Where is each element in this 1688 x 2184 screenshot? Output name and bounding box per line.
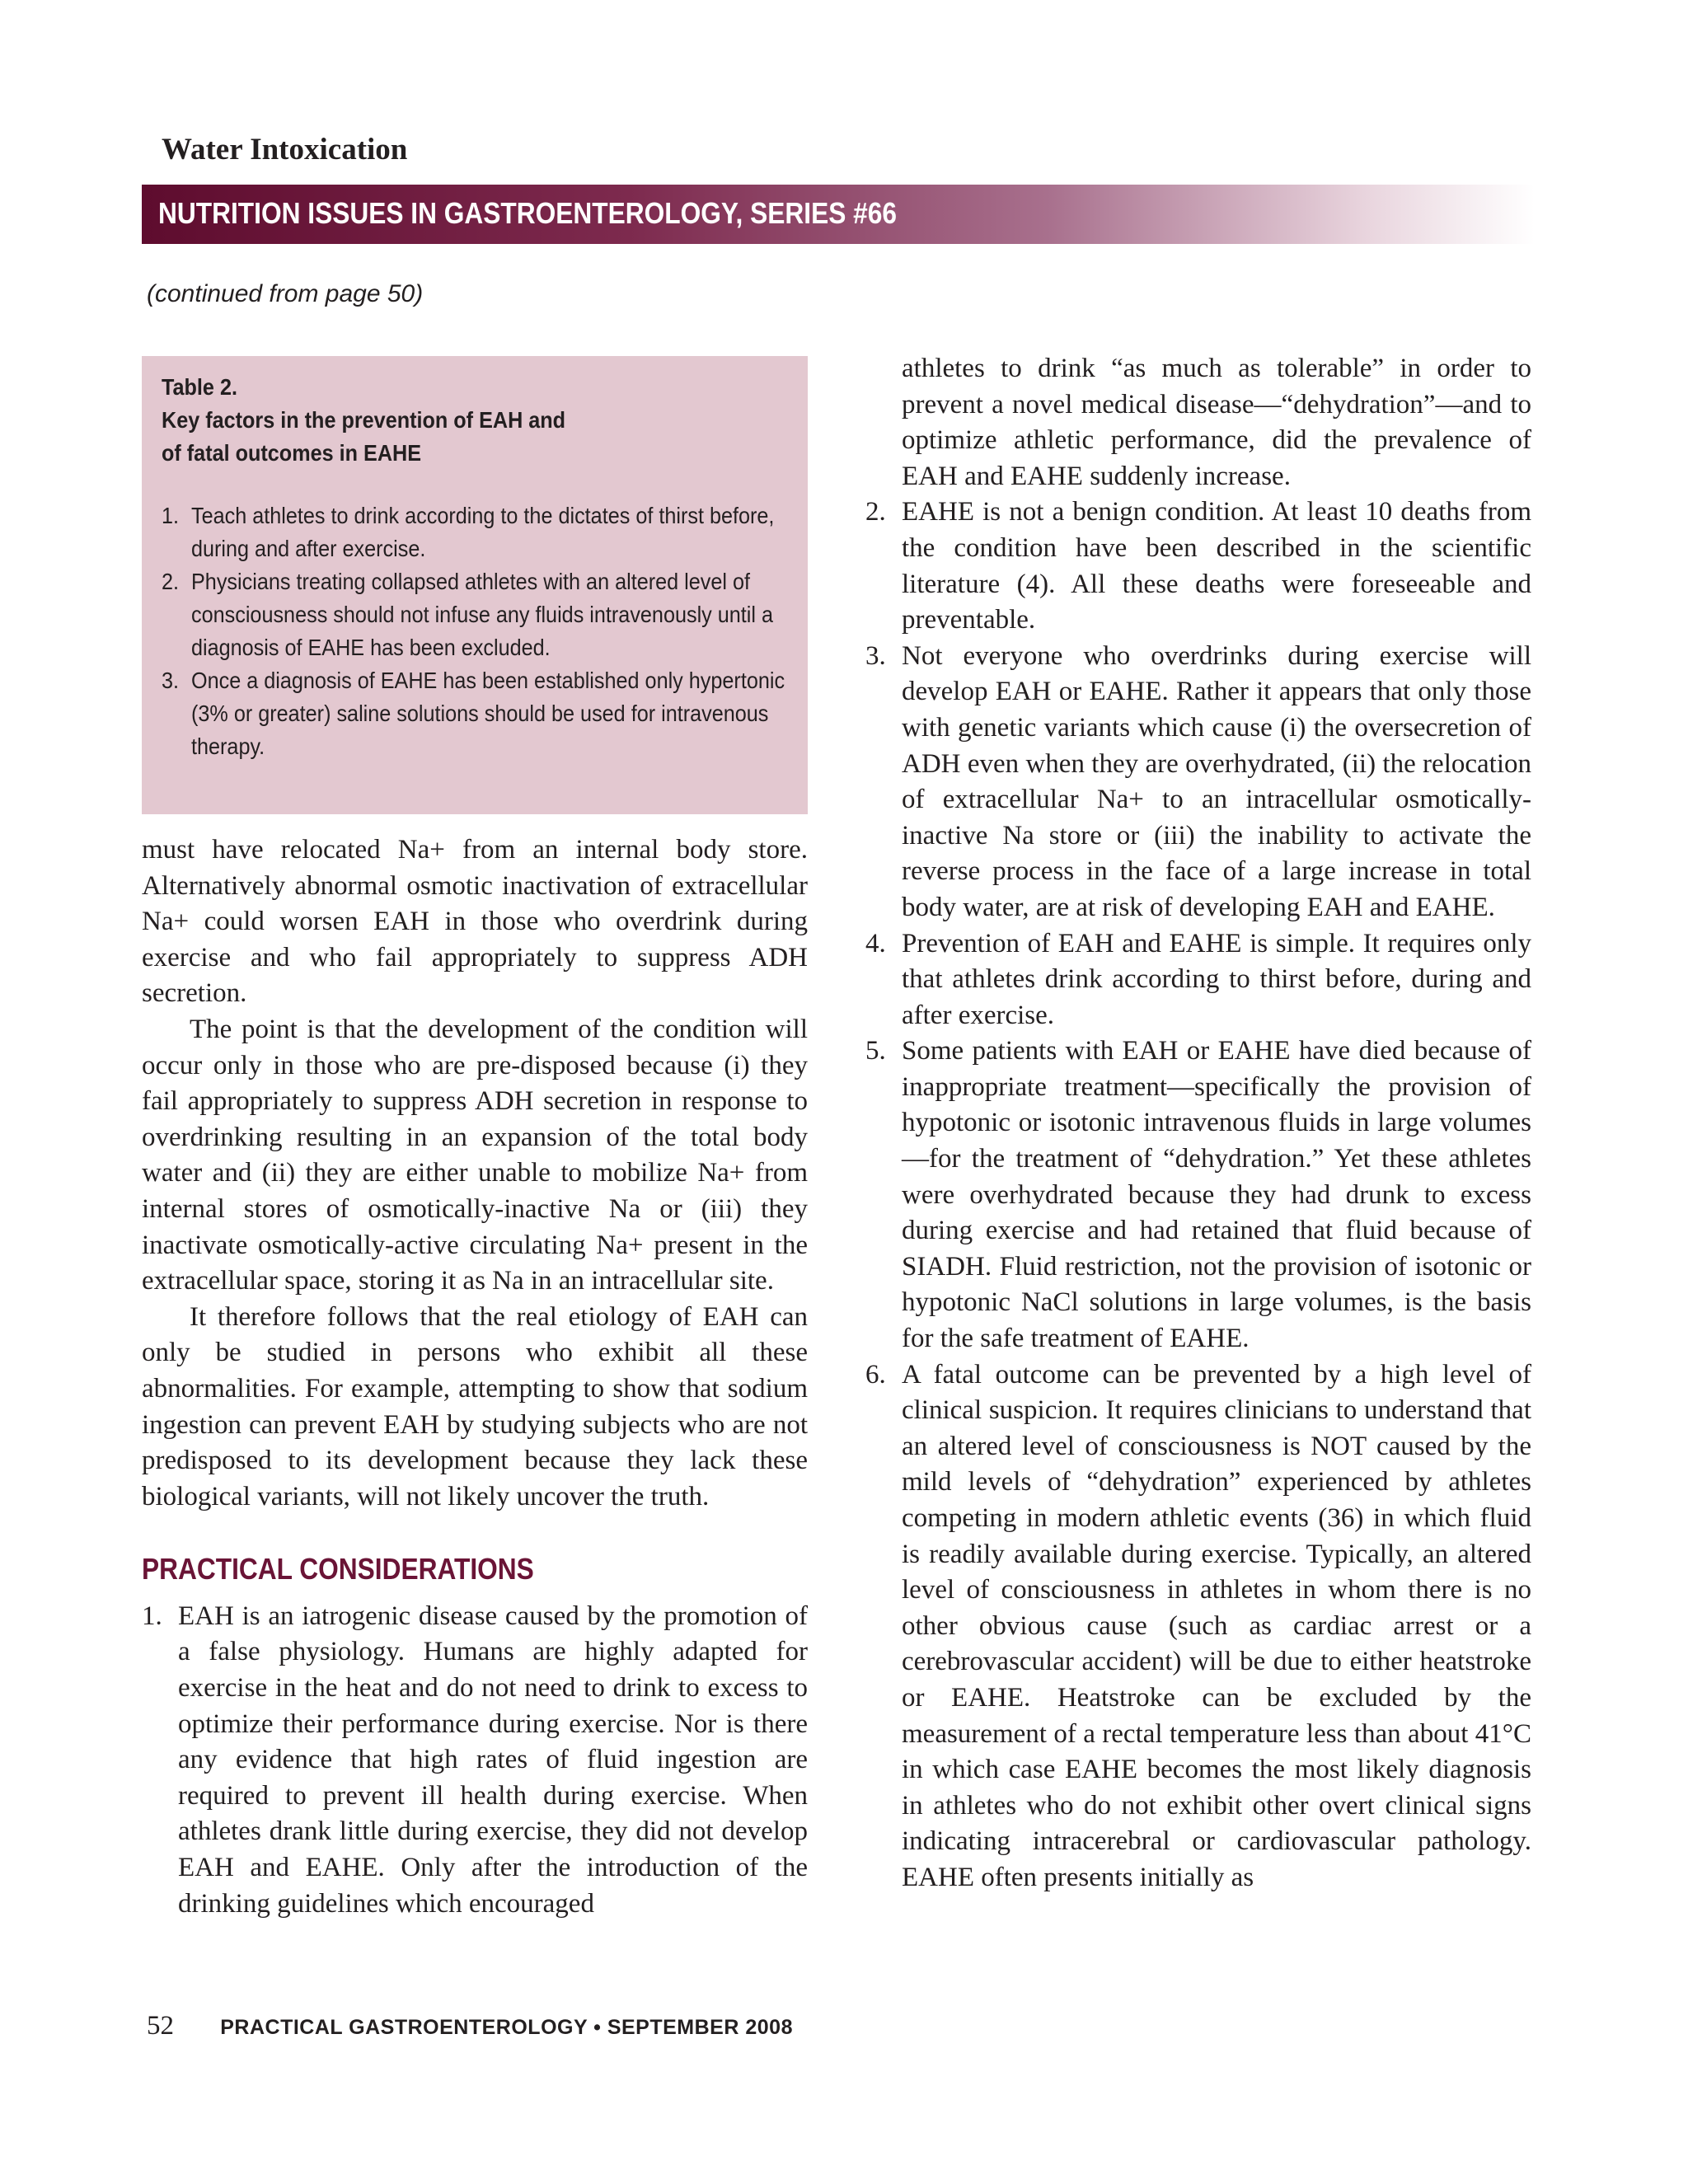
table-title-line: Table 2. <box>162 374 237 400</box>
table-title <box>162 371 781 470</box>
list-item-text: EAHE is not a benign condition. At least 10 deaths from the condition have been described in the scientific literature (4). All these deaths were foreseeable and preventable. <box>902 497 1531 635</box>
right-column <box>865 351 1531 1896</box>
page-number: 52 <box>147 2011 174 2041</box>
list-item-number: 2. <box>865 497 886 527</box>
left-column <box>142 832 808 1922</box>
table-item-number: 3. <box>162 668 180 693</box>
table-list-item <box>162 565 817 664</box>
table-title-line: Key factors in the prevention of EAH and <box>162 407 566 433</box>
list-item-text: EAH is an iatrogenic disease caused by the promotion of a false physiology. Humans are highly adapted for exercise in the heat and do not need to drink to excess to optimize their performance during exercise. Nor is there any evidence that high rates of fluid ingestion are required to prevent ill health during exercise. When athletes drank little during exercise, they did not develop EAH and EAHE. Only after the introduction of the drinking guidelines which encouraged <box>178 1601 808 1919</box>
table-2-box <box>142 356 808 814</box>
list-item-number: 6. <box>865 1359 886 1390</box>
section-heading: PRACTICAL CONSIDERATIONS <box>142 1552 534 1586</box>
list-item <box>142 1599 808 1922</box>
running-head: Water Intoxication <box>162 133 408 166</box>
series-banner-label: NUTRITION ISSUES IN GASTROENTEROLOGY, SERIES #66 <box>158 196 898 230</box>
list-item-text: A fatal outcome can be prevented by a high level of clinical suspicion. It requires clinicians to understand that an altered level of consciousness is NOT caused by the mild levels of “dehydration” experienced by athletes competing in modern athletic events (36) in which fluid is readily available during exercise. Typically, an altered level of consciousness in athletes in whom there is no other obvious cause (such as cardiac arrest or a cerebrovascular accident) will be due to either heatstroke or EAHE. Heatstroke can be excluded by the measurement of a rectal temperature less than about 41°C in which case EAHE becomes the most likely diagnosis in athletes who do not exhibit other overt clinical signs indicating intracerebral or cardiovascular pathology. EAHE often presents initially as <box>902 1359 1531 1892</box>
considerations-list-continued <box>865 494 1531 1896</box>
list-item <box>865 1033 1531 1357</box>
list-item <box>865 639 1531 926</box>
list-item <box>865 1357 1531 1896</box>
list-item-continuation: athletes to drink “as much as tolerable” in order to prevent a novel medical disease—“dehydration”—and to optimize athletic performance, did the prevalence of EAH and EAHE suddenly increase. <box>902 354 1531 491</box>
list-item-text: Some patients with EAH or EAHE have died because of inappropriate treatment—specifically the provision of hypotonic or isotonic intravenous fluids in large volumes—for the treatment of “dehydration.” Yet these athletes were overhydrated because they had drunk to excess during exercise and had retained that fluid because of SIADH. Fluid restriction, not the provision of isotonic or hypotonic NaCl solutions in large volumes, is the basis for the safe treatment of EAHE. <box>902 1036 1531 1354</box>
list-item-text: Prevention of EAH and EAHE is simple. It requires only that athletes drink according to thirst before, during and after exercise. <box>902 928 1531 1030</box>
body-paragraph: must have relocated Na+ from an internal body store. Alternatively abnormal osmotic inactivation of extracellular Na+ could worsen EAH in those who overdrink during exercise and who fail appropriately to suppress ADH secretion. <box>142 835 808 1009</box>
list-item-number: 4. <box>865 928 886 958</box>
list-item <box>865 926 1531 1034</box>
table-item-text: Once a diagnosis of EAHE has been established only hypertonic (3% or greater) saline solutions should be used for intravenous therapy. <box>191 668 785 759</box>
body-paragraph: It therefore follows that the real etiology of EAH can only be studied in persons who exhibit all these abnormalities. For example, attempting to show that sodium ingestion can prevent EAH by studying subjects who are not predisposed to its development because they lack these biological variants, will not likely uncover the truth. <box>142 1301 808 1511</box>
list-item-number: 5. <box>865 1036 886 1066</box>
table-list-item <box>162 499 817 565</box>
body-paragraph: The point is that the development of the condition will occur only in those who are pre-disposed because (i) they fail appropriately to suppress ADH secretion in response to overdrinking resulting in an expansion of the total body water and (ii) they are either unable to mobilize Na+ from internal stores of osmotically-inactive Na or (iii) they inactivate osmotically-active circulating Na+ present in the extracellular space, storing it as Na in an intracellular site. <box>142 1014 808 1296</box>
series-banner <box>142 185 1535 244</box>
list-item-text: Not everyone who overdrinks during exercise will develop EAH or EAHE. Rather it appears that only those with genetic variants which cause (i) the oversecretion of ADH even when they are overhydrated, (ii) the relocation of extracellular Na+ to an intracellular osmotically-inactive Na store or (iii) the inability to activate the reverse process in the face of a large increase in total body water, are at risk of developing EAH and EAHE. <box>902 640 1531 922</box>
list-item <box>865 494 1531 638</box>
table-item-text: Physicians treating collapsed athletes with an altered level of consciousness should not infuse any fluids intravenously until a diagnosis of EAHE has been excluded. <box>191 569 774 660</box>
list-item-number: 1. <box>142 1601 162 1631</box>
table-item-number: 2. <box>162 569 180 594</box>
table-title-line: of fatal outcomes in EAHE <box>162 440 422 466</box>
journal-name: PRACTICAL GASTROENTEROLOGY • SEPTEMBER 2008 <box>220 2016 793 2039</box>
table-item-text: Teach athletes to drink according to the dictates of thirst before, during and after exercise. <box>191 503 775 561</box>
table-list-item <box>162 664 817 763</box>
list-item-number: 3. <box>865 640 886 671</box>
table-item-number: 1. <box>162 503 180 528</box>
continued-note: (continued from page 50) <box>147 280 424 307</box>
considerations-list <box>142 1599 808 1922</box>
page-footer <box>147 2011 793 2041</box>
table-list <box>162 499 788 763</box>
